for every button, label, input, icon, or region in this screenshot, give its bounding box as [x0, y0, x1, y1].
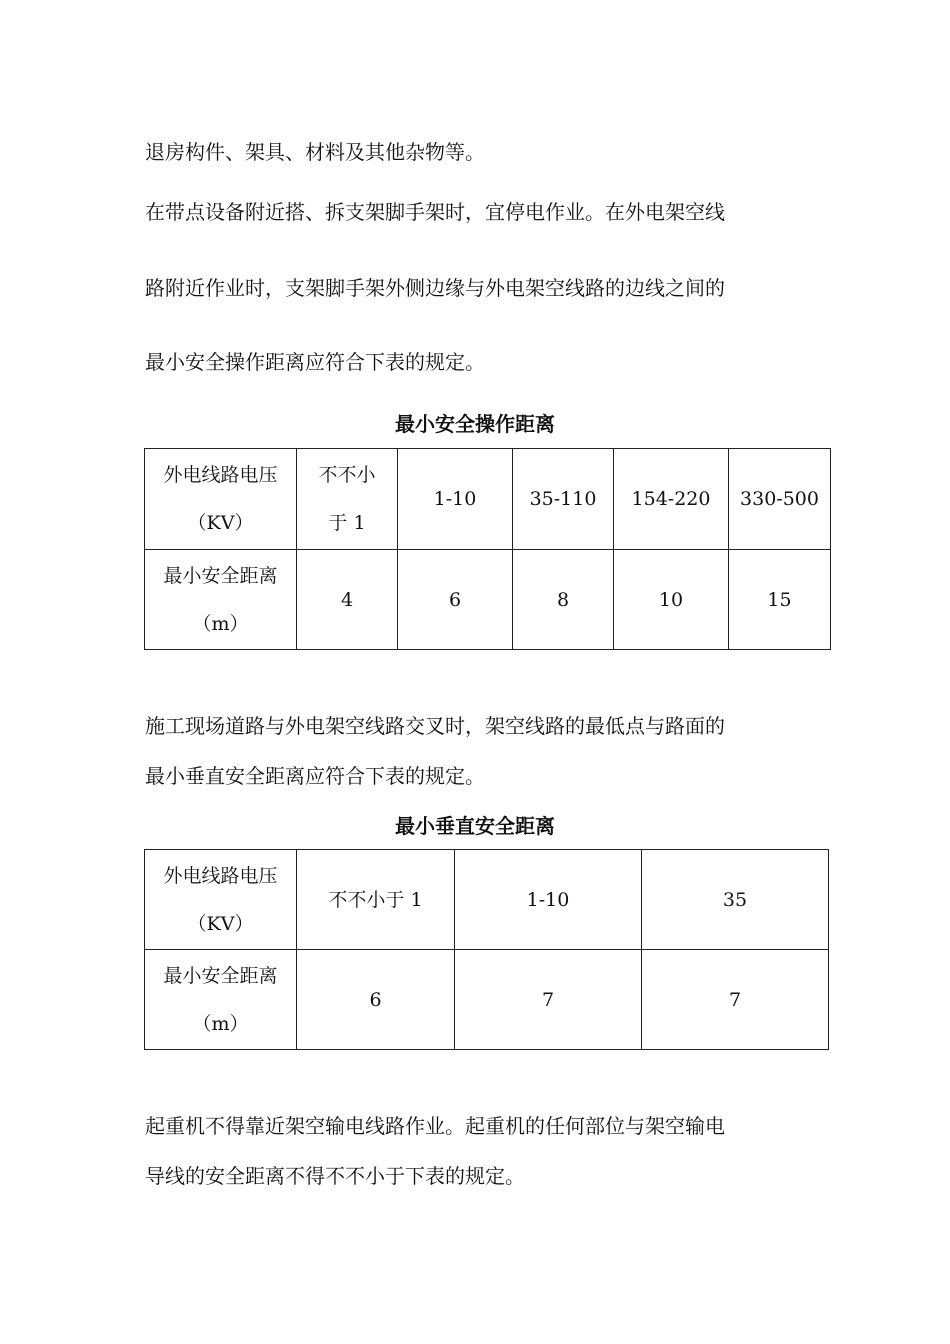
distance-header-cell	[145, 550, 297, 650]
voltage-cell: 154-220	[614, 449, 729, 550]
paragraph-line: 路附近作业时，支架脚手架外侧边缘与外电架空线路的边线之间的	[145, 276, 725, 300]
voltage-header-cell	[145, 850, 297, 950]
paragraph-line: 施工现场道路与外电架空线路交叉时，架空线路的最低点与路面的	[145, 714, 725, 738]
distance-cell: 6	[398, 550, 513, 650]
distance-cell: 7	[455, 950, 642, 1050]
cell-text: 最小安全距离	[163, 564, 278, 587]
voltage-header-cell	[145, 449, 297, 550]
cell-text: 于 1	[328, 512, 366, 534]
voltage-cell: 1-10	[398, 449, 513, 550]
distance-cell: 7	[642, 950, 829, 1050]
cell-text: （KV）	[187, 512, 254, 534]
cell-text: 最小安全距离	[163, 964, 278, 987]
table-row	[145, 850, 829, 950]
table1-caption: 最小安全操作距离	[395, 412, 555, 436]
voltage-cell: 1-10	[455, 850, 642, 950]
table-row	[145, 550, 831, 650]
voltage-cell: 35	[642, 850, 829, 950]
table-min-safe-operating-distance	[144, 448, 831, 650]
voltage-cell: 35-110	[513, 449, 614, 550]
paragraph-line: 退房构件、架具、材料及其他杂物等。	[145, 140, 485, 164]
paragraph-line: 起重机不得靠近架空输电线路作业。起重机的任何部位与架空输电	[145, 1114, 725, 1138]
distance-cell: 8	[513, 550, 614, 650]
voltage-cell	[297, 449, 398, 550]
paragraph-line: 在带点设备附近搭、拆支架脚手架时，宜停电作业。在外电架空线	[145, 200, 725, 224]
cell-text: （m）	[192, 612, 249, 635]
table-row	[145, 950, 829, 1050]
cell-text: （m）	[192, 1012, 249, 1035]
paragraph-line: 最小安全操作距离应符合下表的规定。	[145, 350, 485, 374]
paragraph-line: 导线的安全距离不得不不小于下表的规定。	[145, 1164, 525, 1188]
distance-cell: 15	[729, 550, 831, 650]
distance-cell: 10	[614, 550, 729, 650]
paragraph-line: 最小垂直安全距离应符合下表的规定。	[145, 764, 485, 788]
distance-header-cell	[145, 950, 297, 1050]
cell-text: 不不小	[318, 464, 376, 486]
cell-text: 外电线路电压	[163, 864, 278, 887]
cell-text: （KV）	[187, 912, 254, 935]
distance-cell: 4	[297, 550, 398, 650]
voltage-cell: 330-500	[729, 449, 831, 550]
table-row	[145, 449, 831, 550]
voltage-cell: 不不小于 1	[297, 850, 455, 950]
cell-text: 外电线路电压	[163, 464, 278, 486]
table-min-vertical-safe-distance	[144, 849, 829, 1050]
distance-cell: 6	[297, 950, 455, 1050]
table2-caption: 最小垂直安全距离	[395, 814, 555, 838]
